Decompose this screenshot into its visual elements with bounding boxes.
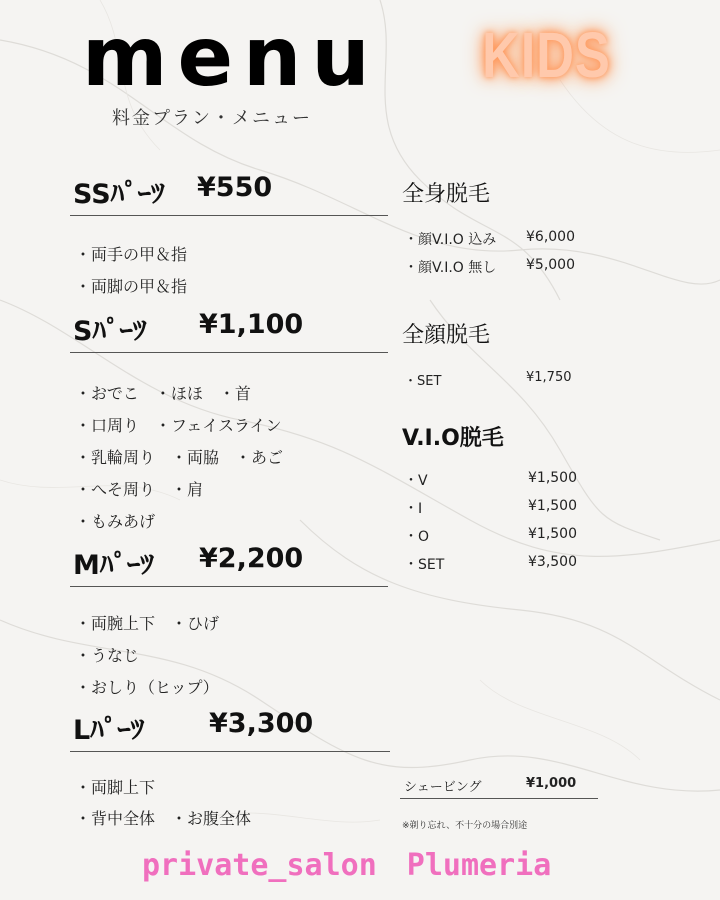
- price-row-label: ・顔V.I.O 無し: [404, 260, 497, 276]
- price-row-value: ¥1,500: [528, 470, 577, 486]
- price-row-value: ¥5,000: [526, 257, 575, 273]
- list-item: ・おでこ ・ほほ ・首: [75, 384, 251, 403]
- price-row-label: ・SET: [404, 374, 442, 389]
- page-subtitle: 料金プラン・メニュー: [112, 108, 312, 129]
- part-name: Sﾊﾟｰﾂ: [73, 316, 147, 347]
- shaving-price: ¥1,000: [526, 776, 577, 791]
- page-title: menu: [82, 10, 380, 105]
- part-ss-header: [73, 172, 273, 211]
- price-row-value: ¥1,500: [528, 498, 577, 514]
- price-row-value: ¥6,000: [526, 229, 575, 245]
- part-name: SSﾊﾟｰﾂ: [73, 179, 165, 210]
- divider: [400, 798, 598, 799]
- list-item: ・口周り ・フェイスライン: [75, 416, 282, 435]
- list-item: ・両腕上下 ・ひげ: [75, 614, 220, 633]
- price-row-value: ¥1,750: [526, 370, 572, 385]
- full-face-title: 全顔脱毛: [402, 323, 491, 348]
- price-row-value: ¥1,500: [528, 526, 577, 542]
- divider: [70, 586, 388, 587]
- list-item: ・背中全体 ・お腹全体: [75, 809, 252, 828]
- list-item: ・おしり（ヒップ）: [75, 678, 219, 697]
- part-price: ¥550: [197, 172, 273, 203]
- divider: [70, 751, 390, 752]
- part-m-header: [73, 543, 304, 582]
- part-s-header: [73, 309, 304, 348]
- list-item: ・両脚上下: [75, 778, 156, 797]
- list-item: ・乳輪周り ・両脇 ・あご: [75, 448, 284, 467]
- price-row-label: ・O: [404, 529, 430, 545]
- part-name: Mﾊﾟｰﾂ: [73, 550, 154, 581]
- shaving-label: シェービング: [404, 780, 482, 795]
- full-body-title: 全身脱毛: [402, 182, 491, 207]
- price-row-label: ・I: [404, 501, 423, 517]
- list-item: ・もみあげ: [75, 512, 156, 531]
- shaving-note: ※剃り忘れ、不十分の場合別途: [402, 821, 528, 831]
- list-item: ・うなじ: [75, 646, 140, 665]
- price-row-label: ・V: [404, 473, 428, 489]
- vio-title: V.I.O脱毛: [402, 426, 504, 451]
- list-item: ・両手の甲＆指: [75, 245, 188, 264]
- divider: [70, 215, 388, 216]
- price-row-value: ¥3,500: [528, 554, 577, 570]
- divider: [70, 352, 388, 353]
- part-price: ¥2,200: [199, 543, 304, 574]
- kids-badge: KIDS: [482, 19, 611, 91]
- price-row-label: ・顔V.I.O 込み: [404, 232, 497, 248]
- list-item: ・両脚の甲＆指: [75, 277, 188, 296]
- part-price: ¥1,100: [199, 309, 304, 340]
- price-row-label: ・SET: [404, 557, 445, 573]
- list-item: ・へそ周り ・肩: [75, 480, 204, 499]
- part-l-header: [73, 708, 314, 747]
- part-name: Lﾊﾟｰﾂ: [73, 715, 145, 746]
- salon-name: private_salon Plumeria: [142, 848, 552, 883]
- part-price: ¥3,300: [209, 708, 314, 739]
